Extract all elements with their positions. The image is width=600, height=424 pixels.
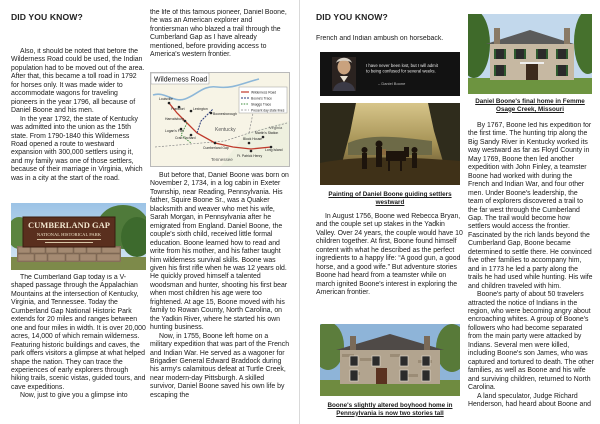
right-heading: DID YOU KNOW? — [316, 12, 388, 22]
paragraph: In the year 1792, the state of Kentucky was admitted into the union as the 15th state. From 1790-1840 this Wilderness Road opened a route to westward expansion with 300,000 settlers using it, and my family was one of those settlers, because of their marriage in Virginia, which was in a city at the start of the road. — [11, 115, 143, 182]
left-heading: DID YOU KNOW? — [11, 12, 83, 22]
paragraph: French and Indian ambush on horseback. — [316, 35, 444, 42]
map-label: Tennessee — [211, 157, 233, 162]
map-label: Martin's Station — [255, 131, 279, 135]
paragraph: Also, it should be noted that before the Wilderness Road could be used, the Indian population had to be moved out of the area. After that, this became a toll road in 1792 for horses only. It was made wider to accommodate wagons for traveling pioneers in the year 1796, all because of Daniel Boone and his men. — [11, 48, 145, 115]
boone-guiding-settlers-painting — [320, 103, 460, 185]
map-label: Crab Orchard — [175, 136, 196, 140]
boyhood-home-photo — [320, 324, 460, 396]
cumberland-gap-sign-photo — [11, 203, 146, 270]
left-col2-main-text — [150, 172, 290, 422]
map-label: Virginia — [269, 125, 283, 130]
map-label: Lexington — [193, 107, 208, 111]
map-label: Boonesborough — [213, 112, 237, 116]
map-label: Louisville — [159, 97, 173, 101]
final-home-caption: Daniel Boone's final home in Femme Osage Creek, Missouri — [475, 98, 585, 113]
map-label: Harrodsburg — [165, 117, 184, 121]
map-label: Logan's Fort — [165, 129, 184, 133]
map-legend-item: Boone's Trace — [251, 96, 272, 101]
paragraph: But before that, Daniel Boone was born on November 2, 1734, in a log cabin in Exeter Township, near Reading, Pennsylvania. His father, Squire Boone Sr., was a Quaker blacksmith and weaver who met his wife, Sarah Morgan, in Pennsylvania after he emigrated from England. Daniel Boone, the couple's sixth child, received little formal education. Boone learned how to read and write from his mother, and his father taught him wilderness survival skills. Boone was given his first rifle when he was 12 years old. He quickly proved himself a talented woodsman and hunter, shooting his first bear when most children his age were too frightened. At age 15, Boone moved with his family to Rowan County, North Carolina, on the Yadkin River, where he started his own hunting business. — [150, 172, 289, 332]
right-col2-text — [468, 122, 594, 422]
daniel-boone-quote-card — [320, 52, 460, 96]
map-label: Cumberland Gap — [203, 146, 229, 150]
map-label: Frankfort — [171, 107, 185, 111]
quote-text-line: I have never been lost, but I will admit — [366, 63, 438, 68]
boyhood-home-caption: Boone's slightly altered boyhood home in Pennsylvania is now two stories tall — [327, 402, 453, 417]
painting-caption: Painting of Daniel Boone guiding settlers westward — [328, 191, 452, 206]
left-col1-upper-text — [11, 48, 146, 200]
right-page — [300, 0, 600, 424]
map-title: Wilderness Road — [154, 76, 208, 84]
paragraph: A land speculator, Judge Richard Henderson, had heard about Boone and — [468, 392, 591, 408]
map-label: Ft. Patrick Henry — [237, 154, 263, 158]
paragraph: the life of this famous pioneer, Daniel Boone, he was an American explorer and frontiersman who blazed a trail through the Cumberland Gap as I have already mentioned, before providing access to America's western frontier. — [150, 9, 287, 59]
map-legend-item: Wilderness Road — [251, 90, 277, 95]
paragraph: Now, just to give you a glimpse into — [20, 392, 128, 400]
left-col2-intro-text — [150, 9, 290, 69]
map-label: Kentucky — [215, 127, 236, 133]
map-legend-item: Skaggs Trace — [251, 102, 272, 107]
quote-author: – Daniel Boone — [378, 81, 406, 86]
paragraph: By 1767, Boone led his expedition for the first time. The hunting trip along the Big Sandy River in Kentucky worked its way westward as far as Floyd County in May 1769, Boone then led another expedition with John Finley, a teamster Boone had worked with during the French and Indian War, and four other men. Under Boone's leadership, the team of explorers discovered a trail to the far west through the Cumberland Gap. The trail would become how settlers would access the frontier. Fascinated by the rich lands beyond the Cumberland Gap, Boone became determined to settle there. He convinced five other families to accompany him, and in 1773 he led a party along the trails he had used while hunting. His wife and children traveled with him. — [468, 122, 593, 290]
right-col1-text — [316, 213, 464, 321]
map-label: Block House — [243, 137, 263, 141]
paragraph: In August 1756, Boone wed Rebecca Bryan, and the couple set up stakes in the Yadkin Valley. Over 24 years, the couple would have 10 children together. At first, Boone found himself content with what he described as the perfect ingredients to a happy life: “A good gun, a good horse, and a good wife.” But adventure stories Boone had heard from a teamster while on march ignited Boone's interest in exploring the American frontier. — [316, 213, 463, 297]
wilderness-road-map — [150, 72, 290, 167]
map-legend-item: Present day state lines — [251, 108, 285, 113]
sign-title: CUMBERLAND GAP — [28, 220, 110, 230]
paragraph: Boone's party of about 50 travelers attracted the notice of Indians in the region, who were becoming angry about encroaching whites. A group of Boone's followers who had become separated from the main party were attacked by Indians. Several men were killed, including Boone's son James, who was captured and tortured to death. The other families, as well as Boone and his wife and surviving children, returned to North Carolina. — [468, 291, 594, 392]
right-intro-text — [316, 35, 464, 45]
sign-subtitle: NATIONAL HISTORICAL PARK — [36, 232, 102, 237]
quote-text-line: to being confused for several weeks. — [366, 68, 436, 74]
paragraph: The Cumberland Gap today is a V-shaped passage through the Appalachian Mountains at the intersection of Kentucky, Virginia, and Tennessee. Today the Cumberland Gap National Historic Park extends for 20 miles and ranges between one and four miles in width. It is over 20,000 acres, 14,000 of which remain wilderness. Featuring historic buildings and caves, the park offers visitors a glimpse at what helped shape the nation. They can trace the experiences of early explorers through hiking trails, scenic vistas, guided tours, and cave expeditions. — [11, 274, 146, 391]
left-col1-lower-text — [11, 274, 146, 420]
final-home-photo — [468, 14, 592, 94]
quote-text — [366, 63, 439, 73]
paragraph: Now, in 1755, Boone left home on a military expedition that was part of the French and Indian War. He served as a wagoner for Brigadier General Edward Braddock during his army's calamitous defeat at Turtle Creek, near modern-day Pittsburgh. A skilled survivor, Daniel Boone saved his own life by escaping the — [150, 332, 290, 399]
map-label: Long Island — [265, 148, 283, 152]
